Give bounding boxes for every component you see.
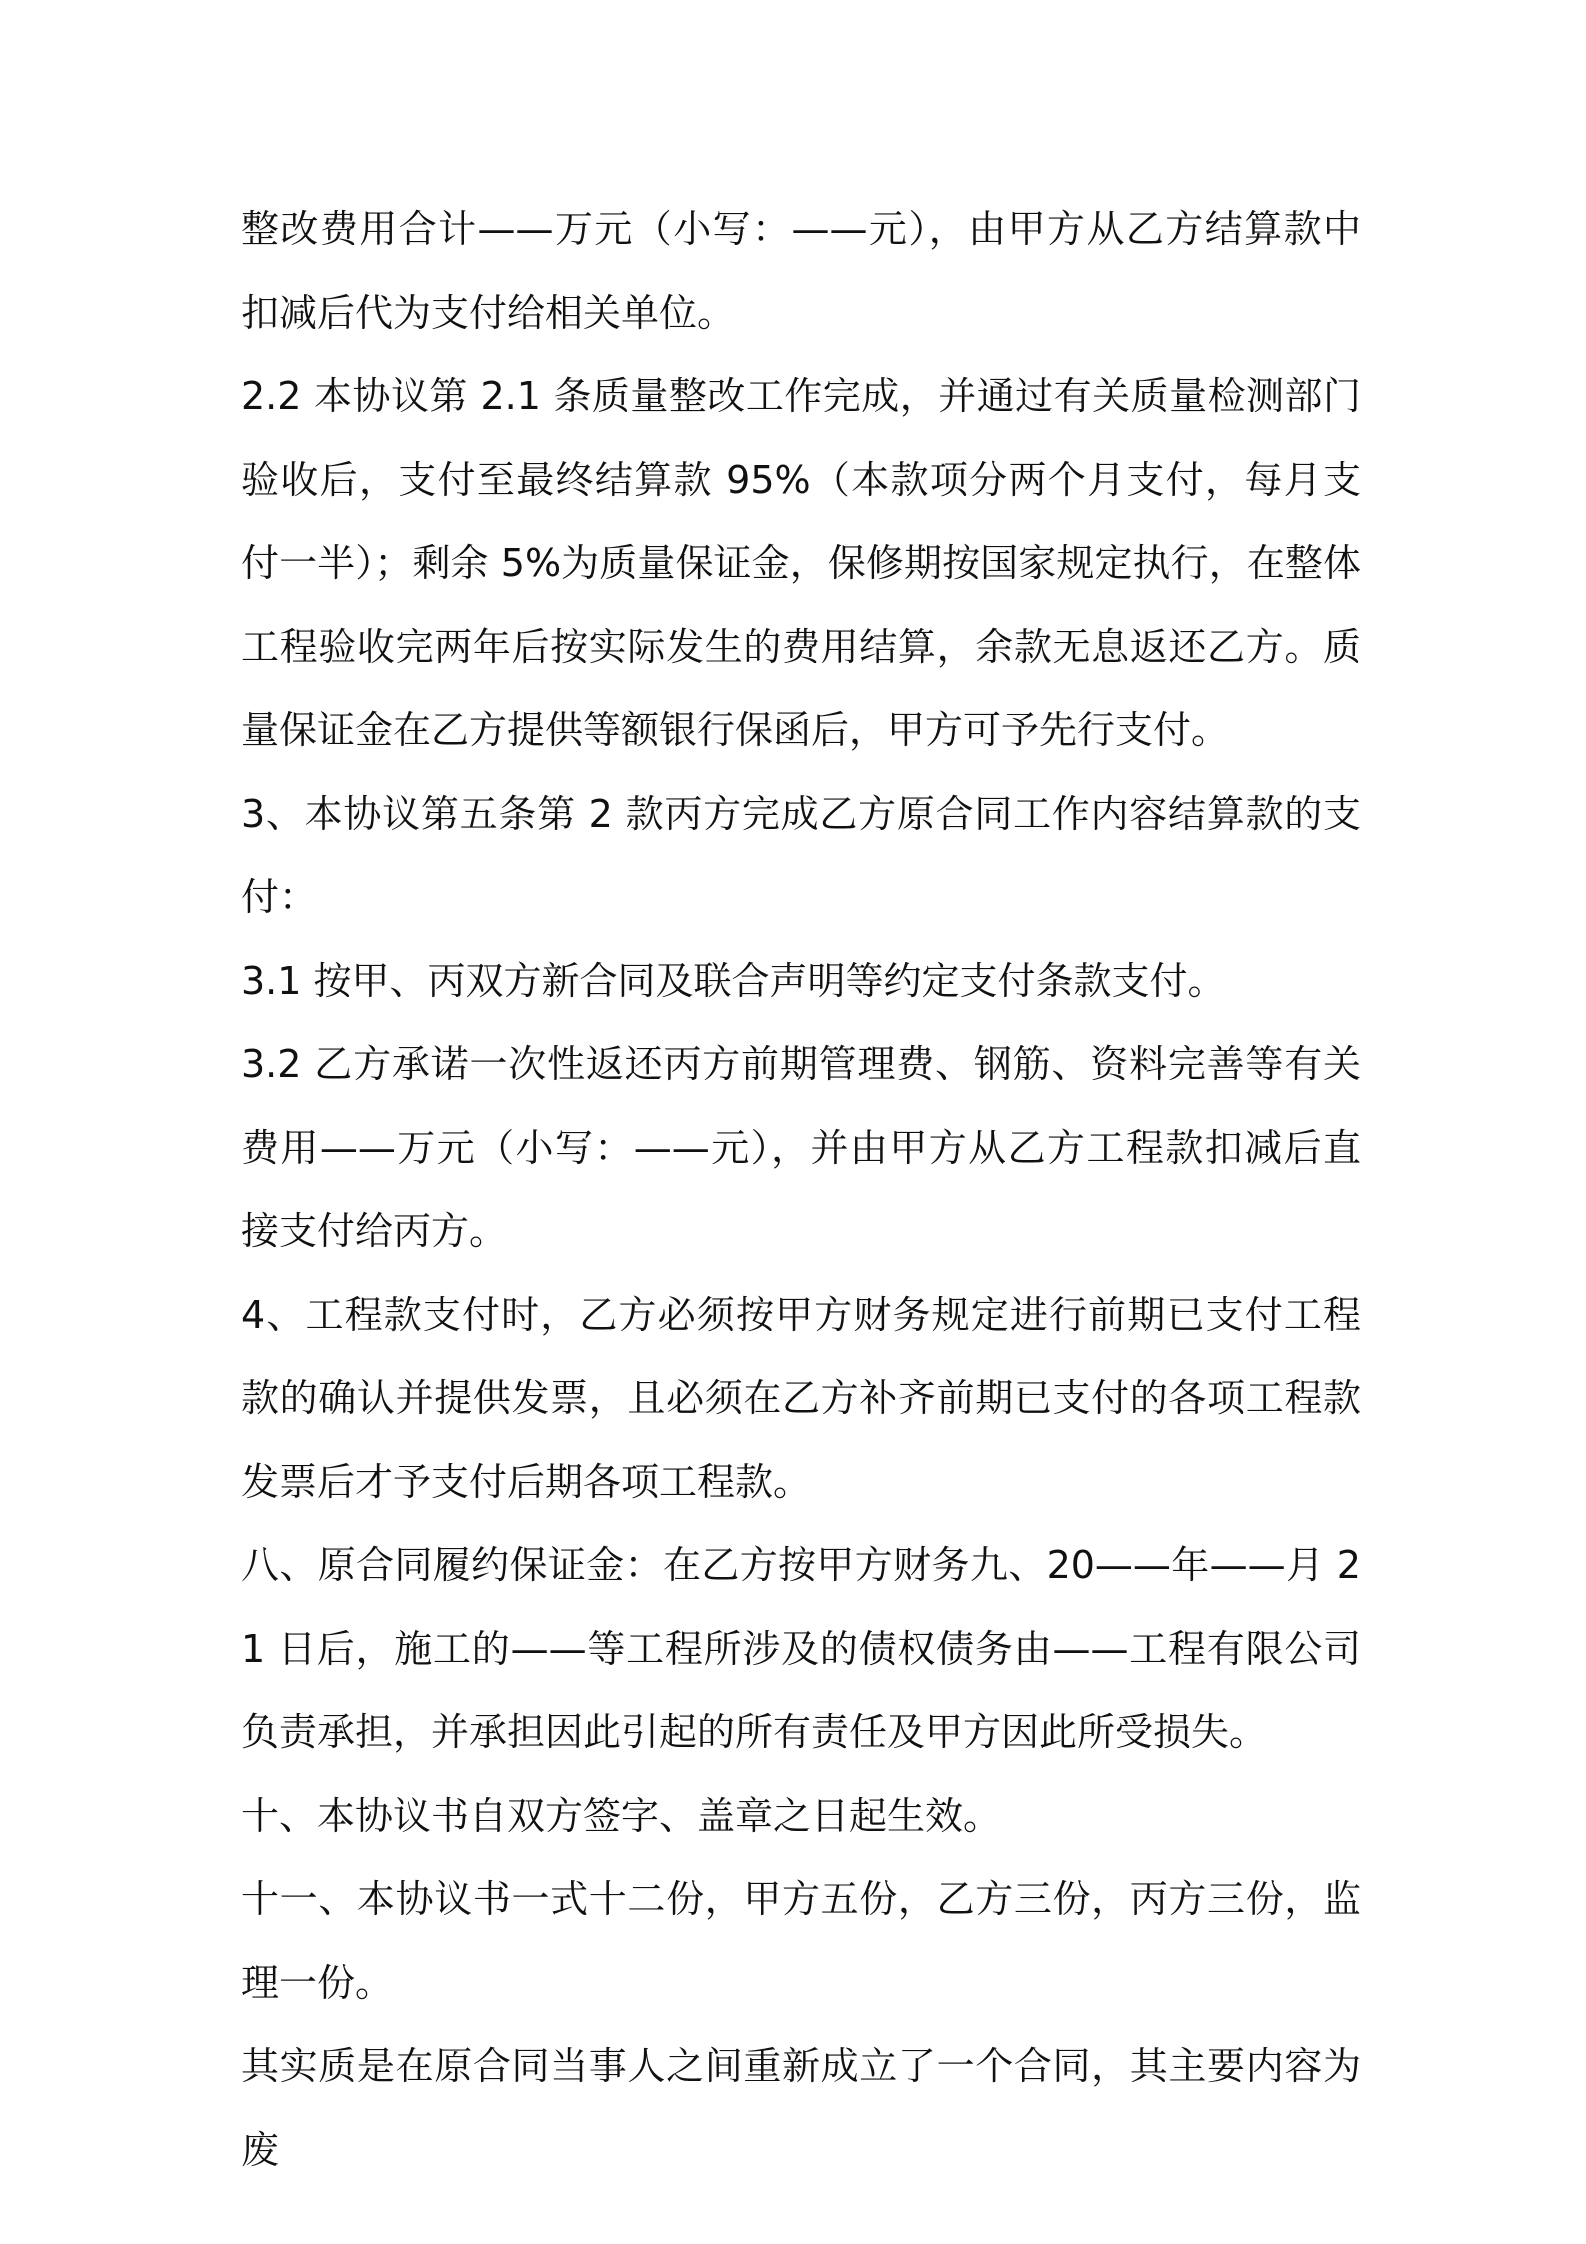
paragraph-clause-3-1: 3.1 按甲、丙双方新合同及联合声明等约定支付条款支付。: [241, 958, 1226, 1003]
paragraph-section-10: 十、本协议书自双方签字、盖章之日起生效。: [241, 1793, 1002, 1838]
paragraph-section-8: 八、原合同履约保证金：在乙方按甲方财务九、20——年——月 21 日后，施工的——等工程所涉及的债权债务由——工程有限公司负责承担，并承担因此引起的所有责任及甲方因此所受损失。: [241, 1543, 1361, 1754]
paragraph-clause-3: 3、本协议第五条第 2 款丙方完成乙方原合同工作内容结算款的支付：: [241, 791, 1361, 919]
paragraph-closing: 其实质是在原合同当事人之间重新成立了一个合同，其主要内容为废: [241, 2044, 1361, 2172]
document-body: [241, 188, 1361, 2192]
paragraph-clause-2-2: 2.2 本协议第 2.1 条质量整改工作完成，并通过有关质量检测部门验收后，支付至最终结算款 95%（本款项分两个月支付，每月支付一半）；剩余 5%为质量保证金，保修期按国家规定执行，在整体工程验收完两年后按实际发生的费用结算，余款无息返还乙方。质量保证金在乙方提供等额银行保函后，甲方可予先行支付。: [241, 374, 1361, 752]
paragraph-clause-4: 4、工程款支付时，乙方必须按甲方财务规定进行前期已支付工程款的确认并提供发票，且必须在乙方补齐前期已支付的各项工程款发票后才予支付后期各项工程款。: [241, 1292, 1361, 1504]
paragraph-section-11: 十一、本协议书一式十二份，甲方五份，乙方三份，丙方三份，监理一份。: [241, 1877, 1361, 2005]
paragraph-clause-3-2: 3.2 乙方承诺一次性返还丙方前期管理费、钢筋、资料完善等有关费用——万元（小写：——元），并由甲方从乙方工程款扣减后直接支付给丙方。: [241, 1042, 1361, 1253]
paragraph-rectification-cost: 整改费用合计——万元（小写：——元），由甲方从乙方结算款中扣减后代为支付给相关单位。: [241, 207, 1361, 335]
